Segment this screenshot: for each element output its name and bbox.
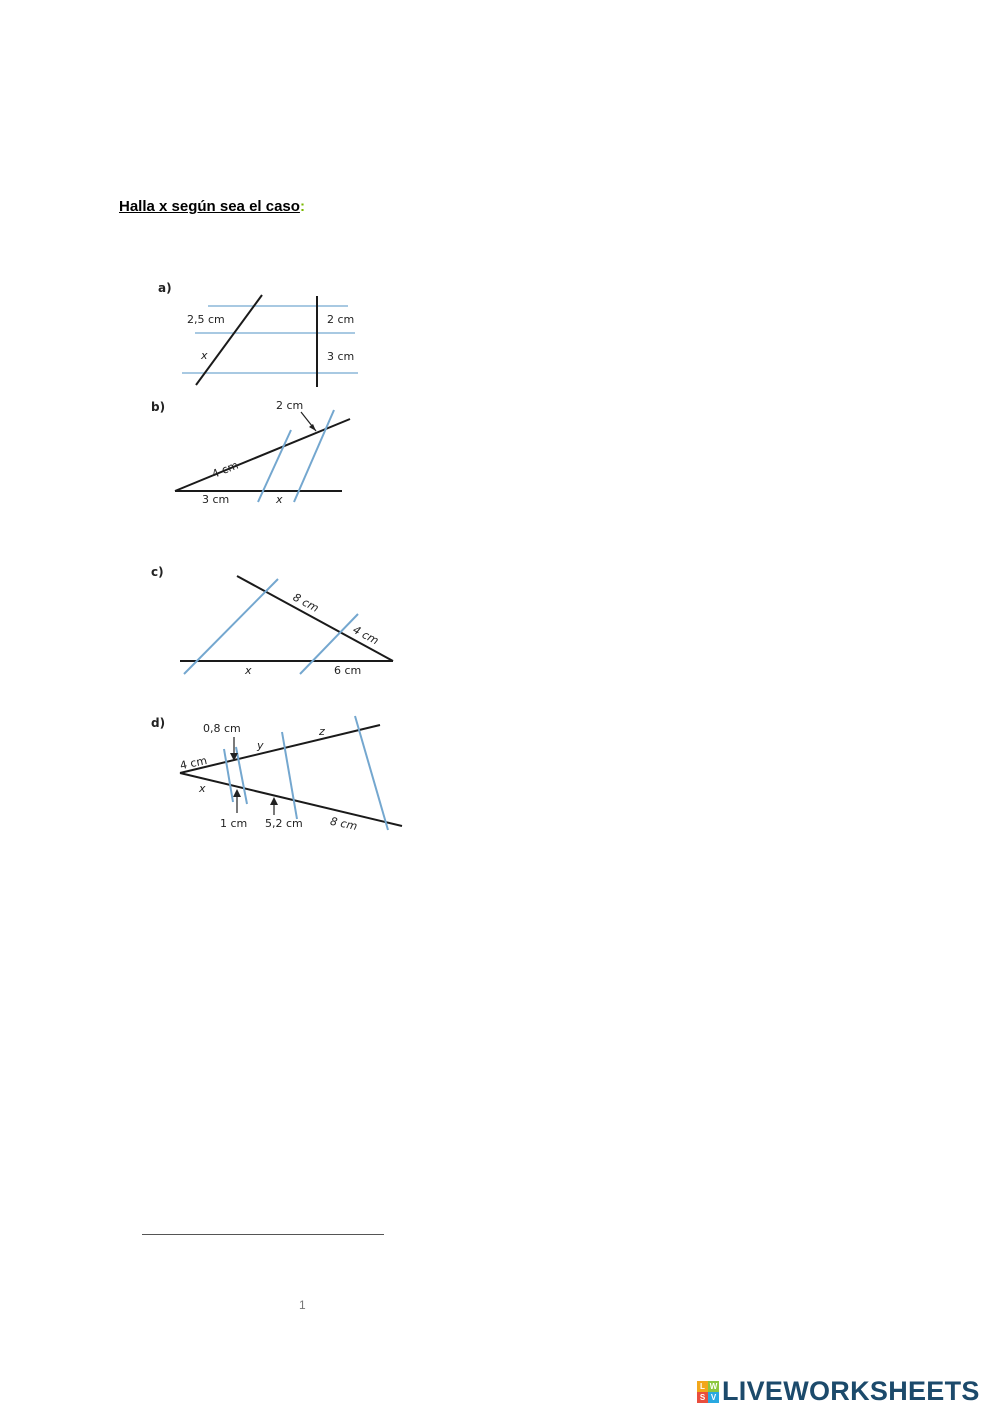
liveworksheets-logo — [697, 1376, 980, 1407]
parallel-line-4 — [355, 716, 388, 830]
footnote-separator — [142, 1234, 384, 1235]
slanted-side — [175, 419, 350, 491]
instruction-colon: : — [299, 198, 305, 215]
figure-d-label: d) — [151, 716, 166, 730]
parallel-line-2 — [294, 410, 334, 502]
parallel-line-1 — [184, 579, 278, 674]
figure-d-text-6: 1 cm — [220, 817, 248, 830]
figure-c-text-1: 8 cm — [290, 590, 321, 615]
figure-b-text-3: 3 cm — [202, 493, 230, 506]
logo-letter: W — [709, 1381, 718, 1391]
instruction-text: Halla x según sea el caso — [119, 198, 300, 215]
parallel-line-1 — [224, 749, 233, 802]
page-number: 1 — [299, 1298, 306, 1312]
figure-d-text-8: 8 cm — [329, 814, 359, 834]
figure-d-text-1: 0,8 cm — [203, 722, 241, 735]
figure-d — [150, 712, 410, 837]
figure-b-text-1: 2 cm — [276, 399, 304, 412]
figure-a-label: a) — [158, 281, 172, 295]
figure-a-text-3: x — [201, 349, 208, 362]
arrow-head — [309, 424, 316, 431]
logo-letter: S — [697, 1392, 708, 1403]
figure-d-text-4: 4 cm — [178, 753, 209, 773]
arrow-head-bottom-2 — [270, 797, 278, 805]
figure-b — [150, 396, 380, 511]
figure-c-text-2: 4 cm — [350, 623, 381, 648]
figure-d-text-2: y — [257, 739, 264, 752]
figure-c-label: c) — [151, 565, 164, 579]
figure-d-text-5: x — [199, 782, 206, 795]
liveworksheets-logo-icon — [697, 1381, 719, 1403]
figure-c-text-3: x — [245, 664, 252, 677]
logo-letter: V — [708, 1392, 719, 1403]
figure-d-text-3: z — [319, 725, 325, 738]
figure-a-text-4: 3 cm — [327, 350, 355, 363]
figure-c — [150, 563, 400, 678]
figure-d-text-7: 5,2 cm — [265, 817, 303, 830]
instruction-heading — [119, 198, 305, 215]
transversal-slanted — [196, 295, 262, 385]
figure-b-label: b) — [151, 400, 166, 414]
figure-b-text-2: 4 cm — [209, 458, 241, 481]
figure-a-text-1: 2,5 cm — [187, 313, 225, 326]
figure-a-text-2: 2 cm — [327, 313, 355, 326]
brand-name: LIVEWORKSHEETS — [722, 1376, 980, 1406]
figure-a — [150, 275, 380, 395]
slanted-side — [237, 576, 393, 661]
arrow-head-bottom-1 — [233, 789, 241, 797]
figure-c-text-4: 6 cm — [334, 664, 362, 677]
logo-letter: L — [697, 1381, 708, 1392]
figure-b-text-4: x — [276, 493, 283, 506]
